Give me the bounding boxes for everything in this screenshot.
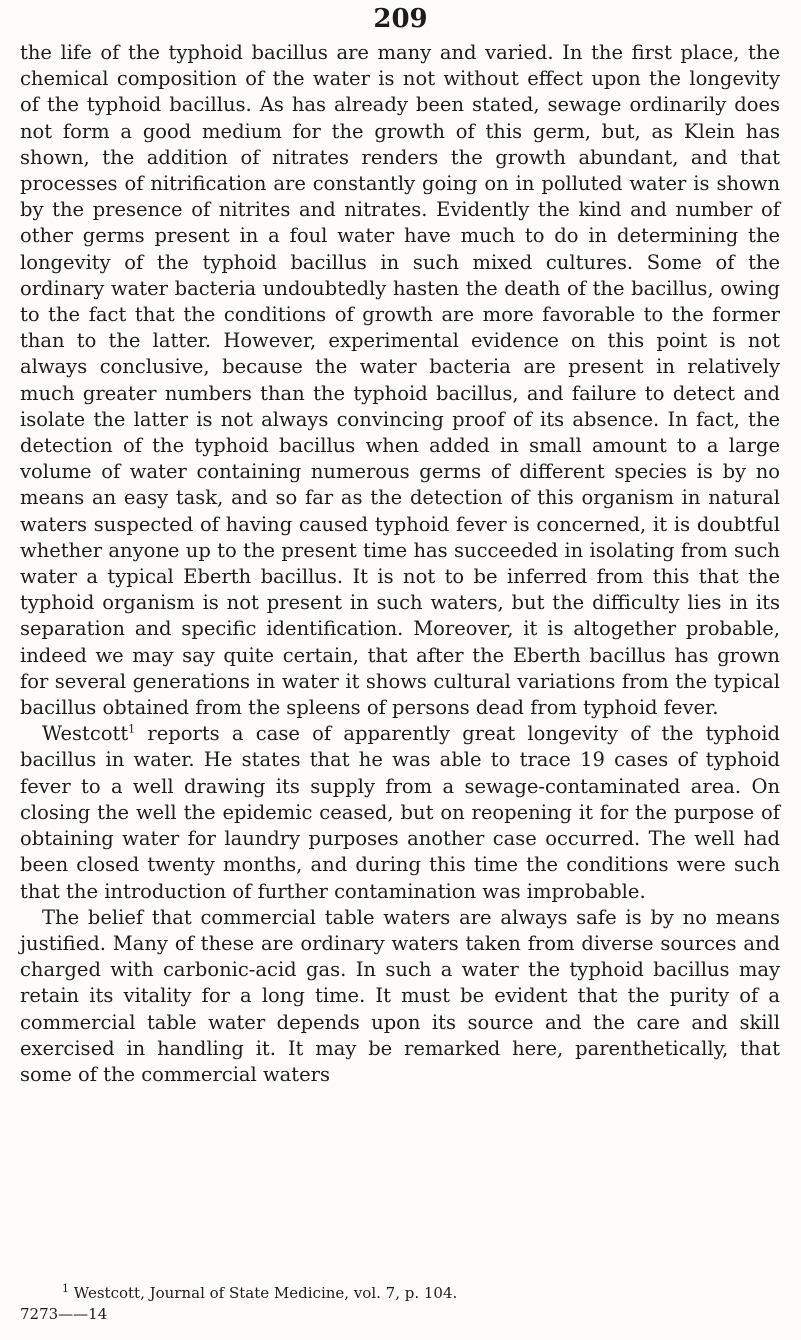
signature-mark: 7273——14 (20, 1305, 108, 1323)
footnote-reference[interactable]: 1 (128, 722, 136, 736)
author-name: Westcott (42, 722, 129, 746)
footnote (62, 1283, 782, 1303)
footnote-text: Westcott, Journal of State Medicine, vol. 7, p. 104. (73, 1284, 458, 1302)
page-number: 209 (373, 4, 428, 34)
paragraph-text: reports a case of apparently great longevity of the typhoid bacillus in water. He states that he was able to trace 19 cases of typhoid fever to a well drawing its supply from a sewage-contaminated area. On closing the well the epidemic ceased, but on reopening it for the purpose of obtaining water for laundry purposes another case occurred. The well had been closed twenty months, and during this time the conditions were such that the introduction of further contamination was improbable. (20, 722, 780, 903)
footnote-marker: 1 (62, 1282, 69, 1295)
paragraph (20, 721, 780, 904)
paragraph: The belief that commercial table waters are always safe is by no means justified. Many of these are ordinary waters taken from diverse sources and charged with carbonic-acid gas. In such a water the typhoid bacillus may retain its vitality for a long time. It must be evident that the purity of a commercial table water depends upon its source and the care and skill exercised in handling it. It may be remarked here, parenthetically, that some of the commercial waters (20, 905, 780, 1086)
body-text (20, 40, 780, 1088)
paragraph: the life of the typhoid bacillus are many and varied. In the first place, the chemical composition of the water is not without effect upon the longevity of the typhoid bacillus. As has already been stated, sewage ordinarily does not form a good medium for the growth of this germ, but, as Klein has shown, the addition of nitrates renders the growth abundant, and that processes of nitrification are constantly going on in polluted water is shown by the presence of nitrites and nitrates. Evidently the kind and number of other germs present in a foul water have much to do in determining the longevity of the typhoid bacillus in such mixed cultures. Some of the ordinary water bacteria undoubtedly hasten the death of the bacillus, owing to the fact that the conditions of growth are more favorable to the former than to the latter. However, experimental evidence on this point is not always conclusive, because the water bacteria are present in relatively much greater numbers than the typhoid bacillus, and failure to detect and isolate the latter is not always convincing proof of its absence. In fact, the detection of the typhoid bacillus when added in small amount to a large volume of water containing numerous germs of different species is by no means an easy task, and so far as the detection of this organism in natural waters suspected of having caused typhoid fever is concerned, it is doubtful whether anyone up to the present time has succeeded in isolating from such water a typical Eberth bacillus. It is not to be inferred from this that the typhoid organism is not present in such waters, but the difficulty lies in its separation and specific identification. Moreover, it is altogether probable, indeed we may say quite certain, that after the Eberth bacillus has grown for several generations in water it shows cultural variations from the typical bacillus obtained from the spleens of persons dead from typhoid fever. (20, 41, 780, 720)
